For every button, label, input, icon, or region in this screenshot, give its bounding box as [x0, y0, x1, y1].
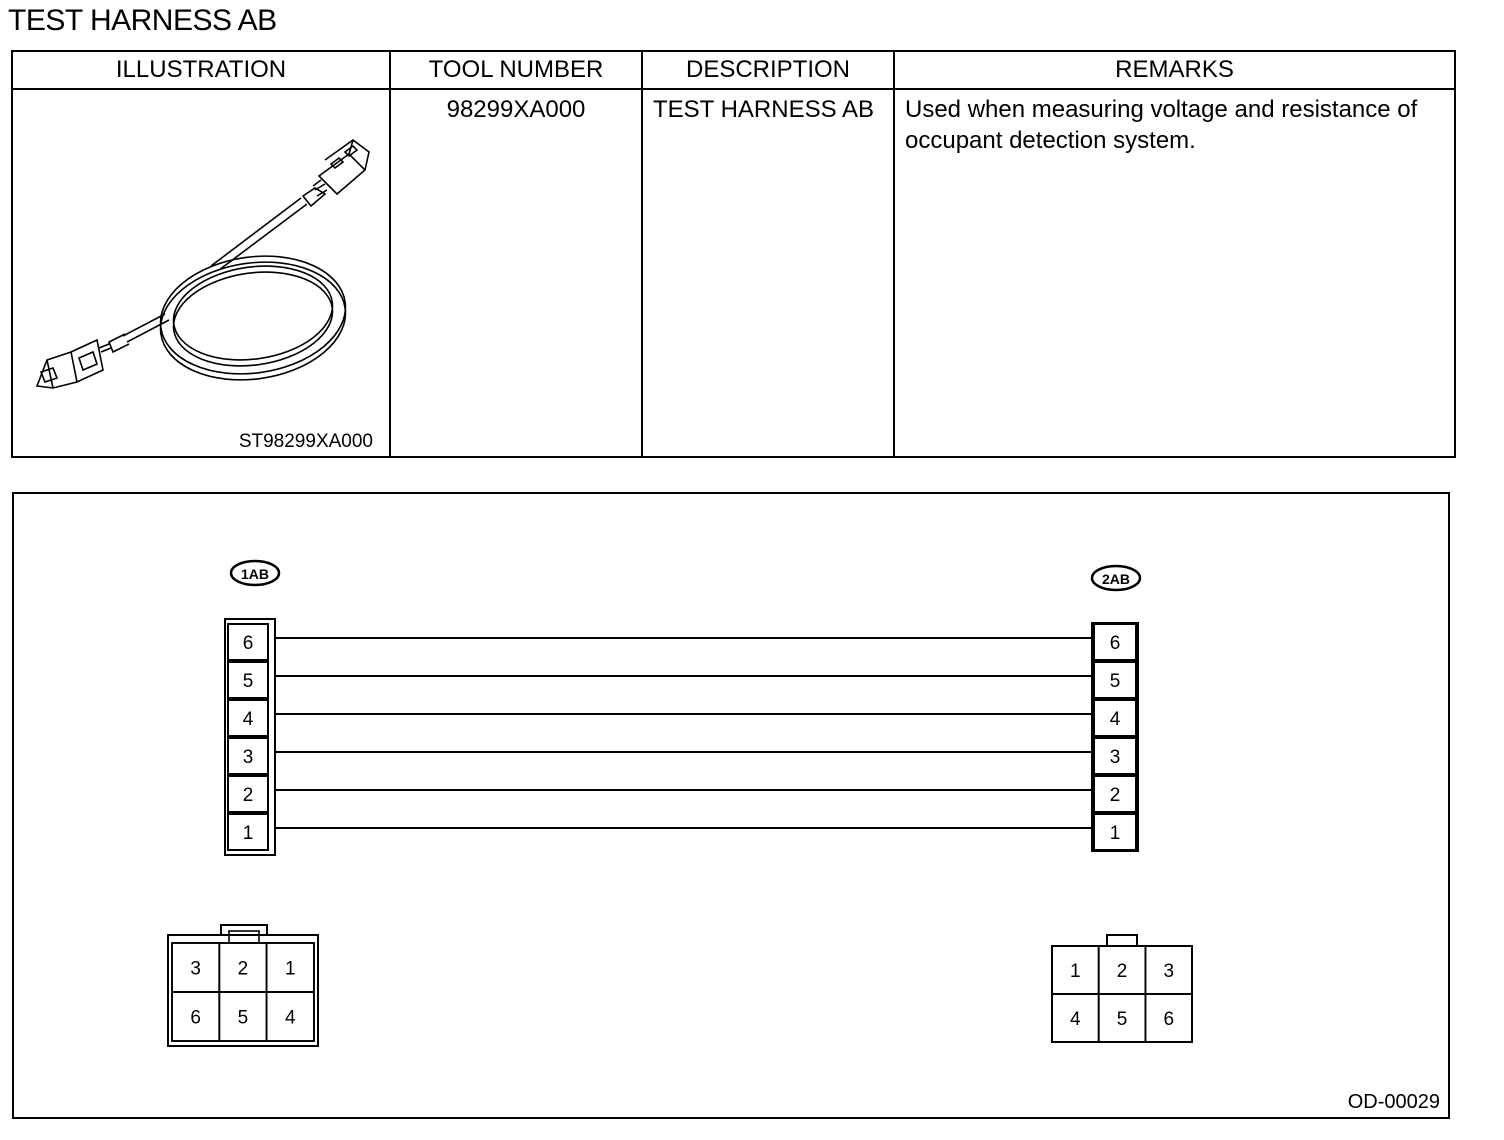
- connector-2ab-face-pin-label: 2: [1116, 961, 1128, 982]
- description-cell: TEST HARNESS AB: [642, 89, 894, 457]
- connector-2ab-label: 2AB: [1101, 571, 1131, 587]
- connector-2ab-face-pin-label: 1: [1070, 961, 1081, 982]
- header-tool-number: TOOL NUMBER: [390, 51, 642, 89]
- connector-1ab-face-pin-label: 4: [284, 1007, 296, 1029]
- table-row: [12, 89, 1455, 457]
- connector-1ab-pin-label: 2: [242, 785, 254, 806]
- connector-2ab-pin-label: 3: [1109, 747, 1121, 768]
- illustration-cell: [12, 89, 390, 457]
- connector-2ab-pin-label: 4: [1109, 709, 1121, 730]
- test-harness-illustration: [13, 90, 389, 456]
- figure-id: OD-00029: [1347, 1091, 1440, 1113]
- remarks-cell: Used when measuring voltage and resistance of occupant detection system.: [894, 89, 1455, 457]
- connector-2ab-pin-label: 1: [1109, 823, 1121, 844]
- illustration-code: ST98299XA000: [238, 431, 373, 452]
- connector-1ab-face-pin-label: 1: [284, 958, 296, 980]
- connector-1ab-pin-label: 6: [242, 633, 254, 654]
- connector-1ab-pin-label: 5: [242, 671, 254, 692]
- connector-1ab-face-pin-label: 6: [190, 1007, 201, 1029]
- connector-2ab-pin-label: 5: [1109, 671, 1121, 692]
- connector-1ab-pin-label: 3: [242, 747, 254, 768]
- wiring-diagram-svg: [14, 494, 1448, 1117]
- connector-2ab-face-pin-label: 4: [1070, 1009, 1081, 1030]
- table-header-row: [12, 51, 1455, 89]
- connector-1ab-pin-label: 1: [242, 823, 254, 844]
- connector-2ab-face-pin-label: 3: [1163, 961, 1175, 982]
- connector-1ab-latch: [221, 925, 267, 935]
- connector-2ab-latch: [1107, 935, 1137, 946]
- header-illustration: ILLUSTRATION: [12, 51, 390, 89]
- connector-1ab-face-pin-label: 5: [237, 1007, 249, 1029]
- connector-2ab-pin-label: 6: [1109, 633, 1121, 654]
- page-title: TEST HARNESS AB: [8, 4, 277, 37]
- connector-2ab-face-pin-label: 6: [1163, 1009, 1175, 1030]
- tool-table: [11, 50, 1456, 458]
- header-remarks: REMARKS: [894, 51, 1455, 89]
- connector-1ab-label: 1AB: [240, 566, 270, 582]
- wiring-diagram: [12, 492, 1450, 1119]
- connector-1ab-face-outer: [168, 935, 318, 1046]
- connector-1ab-pin-label: 4: [242, 709, 254, 730]
- connector-2ab-pin-label: 2: [1109, 785, 1121, 806]
- connector-2ab-face-pin-label: 5: [1116, 1009, 1128, 1030]
- connector-1ab-face-pin-label: 3: [190, 958, 201, 980]
- tool-number-cell: 98299XA000: [390, 89, 642, 457]
- connector-1ab-latch-slot: [229, 931, 259, 943]
- connector-1ab-face-pin-label: 2: [237, 958, 249, 980]
- header-description: DESCRIPTION: [642, 51, 894, 89]
